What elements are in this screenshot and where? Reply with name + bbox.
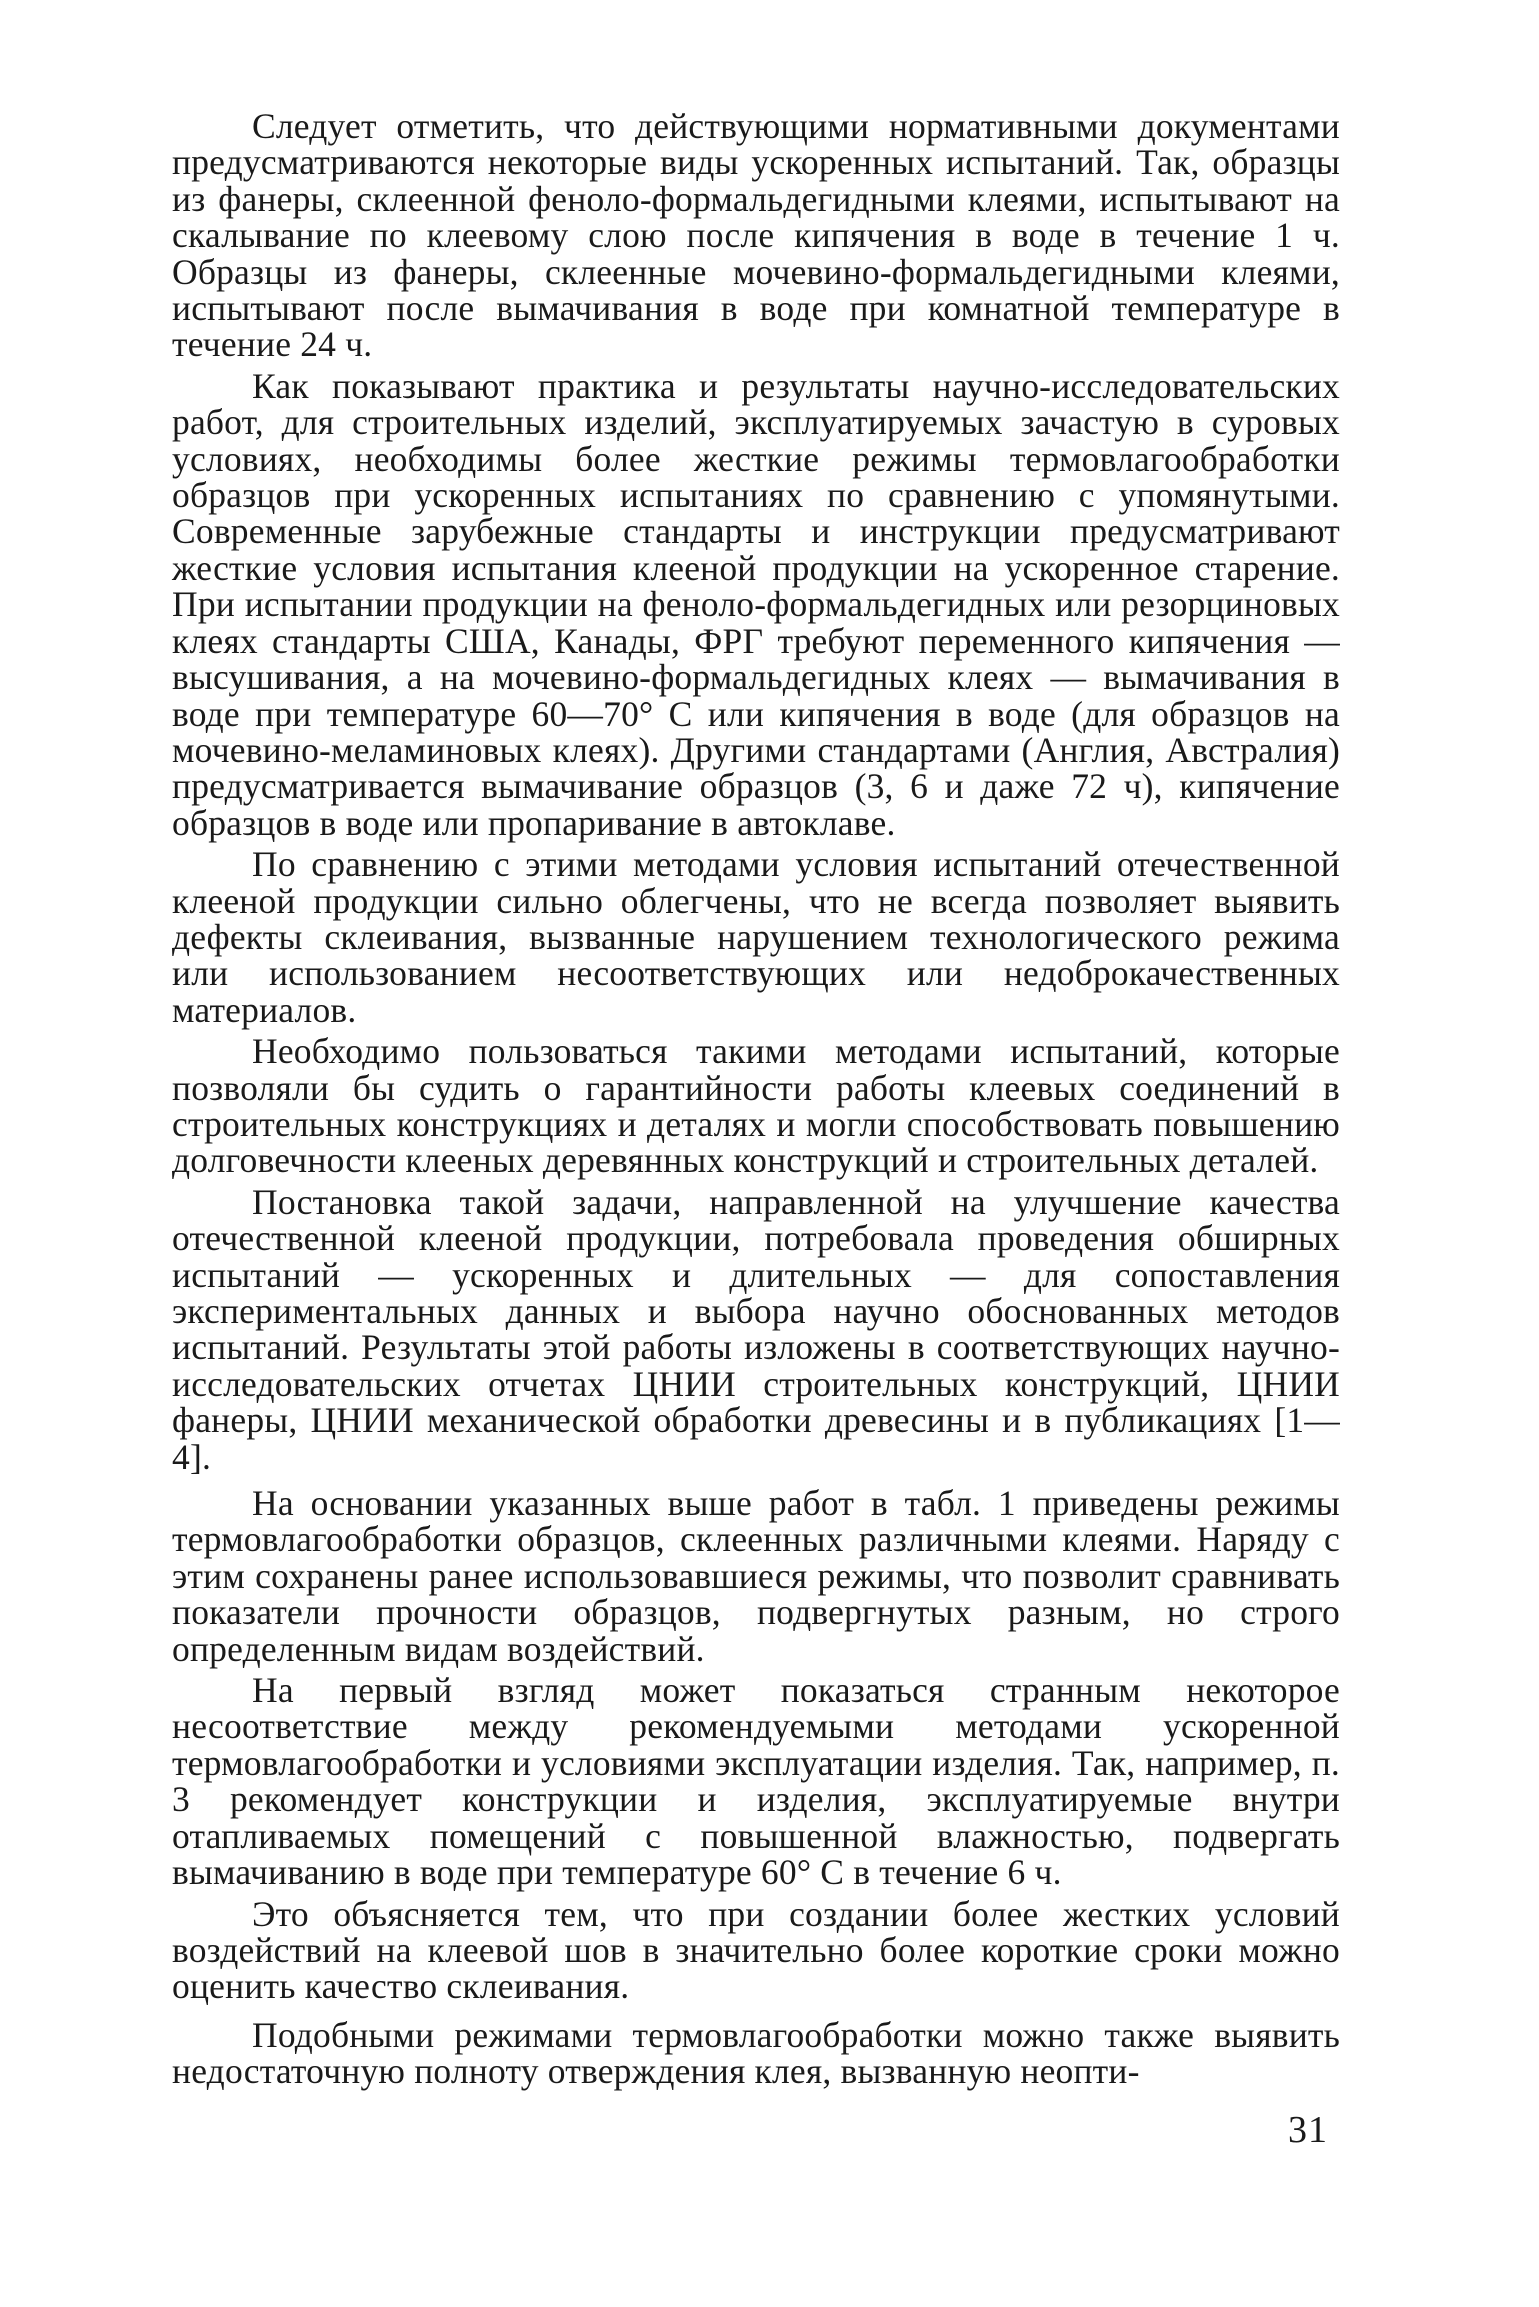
page-number: 31 [1288, 2109, 1328, 2151]
paragraph-3: По сравнению с этими методами условия испытаний отечественной клееной продукции сильно облегчены, что не всегда позволяет выявить дефекты склеивания, вызванные нарушением технологического режима или использованием несоответствующих или недоброкачественных материалов. [172, 844, 1340, 1030]
paragraph-6: На основании указанных выше работ в табл. 1 приведены режимы термовлагообработки образцов, склеенных различными клеями. Наряду с этим сохранены ранее использовавшиеся режимы, что позволит сравнивать показатели прочности образцов, подвергнутых разным, но строго определенным видам воздействий. [172, 1483, 1340, 1669]
document-page [172, 108, 1340, 2288]
paragraph-9: Подобными режимами термовлагообработки можно также выявить недостаточную полноту отверждения клея, вызванную неопти- [172, 2014, 1340, 2092]
paragraph-8: Это объясняется тем, что при создании более жестких условий воздействий на клеевой шов в значительно более короткие сроки можно оценить качество склеивания. [172, 1893, 1340, 2007]
paragraph-2: Как показывают практика и результаты научно-исследовательских работ, для строительных изделий, эксплуатируемых зачастую в суровых условиях, необходимы более жесткие режимы термовлагообработки образцов при ускоренных испытаниях по сравнению с упомянутыми. Современные зарубежные стандарты и инструкции предусматривают жесткие условия испытания клееной продукции на ускоренное старение. При испытании продукции на феноло-формальдегидных или резорциновых клеях стандарты США, Канады, ФРГ требуют переменного кипячения — высушивания, а на мочевино-формальдегидных клеях — вымачивания в воде при температуре 60—70° С или кипячения в воде (для образцов на мочевино-меламиновых клеях). Другими стандартами (Англия, Австралия) предусматривается вымачивание образцов (3, 6 и даже 72 ч), кипячение образцов в воде или пропаривание в автоклаве. [172, 365, 1340, 843]
paragraph-4: Необходимо пользоваться такими методами испытаний, которые позволяли бы судить о гарантийности работы клеевых соединений в строительных конструкциях и деталях и могли способствовать повышению долговечности клееных деревянных конструкций и строительных деталей. [172, 1031, 1340, 1181]
paragraph-5: Постановка такой задачи, направленной на улучшение качества отечественной клееной продукции, потребовала проведения обширных испытаний — ускоренных и длительных — для сопоставления экспериментальных данных и выбора научно обоснованных методов испытаний. Результаты этой работы изложены в соответствующих научно-исследовательских отчетах ЦНИИ строительных конструкций, ЦНИИ фанеры, ЦНИИ механической обработки древесины и в публикациях [1—4]. [172, 1181, 1340, 1477]
paragraph-7: На первый взгляд может показаться странным некоторое несоответствие между рекомендуемыми методами ускоренной термовлагообработки и условиями эксплуатации изделия. Так, например, п. 3 рекомендует конструкции и изделия, эксплуатируемые внутри отапливаемых помещений с повышенной влажностью, подвергать вымачиванию в воде при температуре 60° С в течение 6 ч. [172, 1670, 1340, 1893]
paragraph-1: Следует отметить, что действующими нормативными документами предусматриваются некоторые виды ускоренных испытаний. Так, образцы из фанеры, склеенной феноло-формальдегидными клеями, испытывают на скалывание по клеевому слою после кипячения в воде в течение 1 ч. Образцы из фанеры, склеенные мочевино-формальдегидными клеями, испытывают после вымачивания в воде при комнатной температуре в течение 24 ч. [172, 106, 1340, 365]
